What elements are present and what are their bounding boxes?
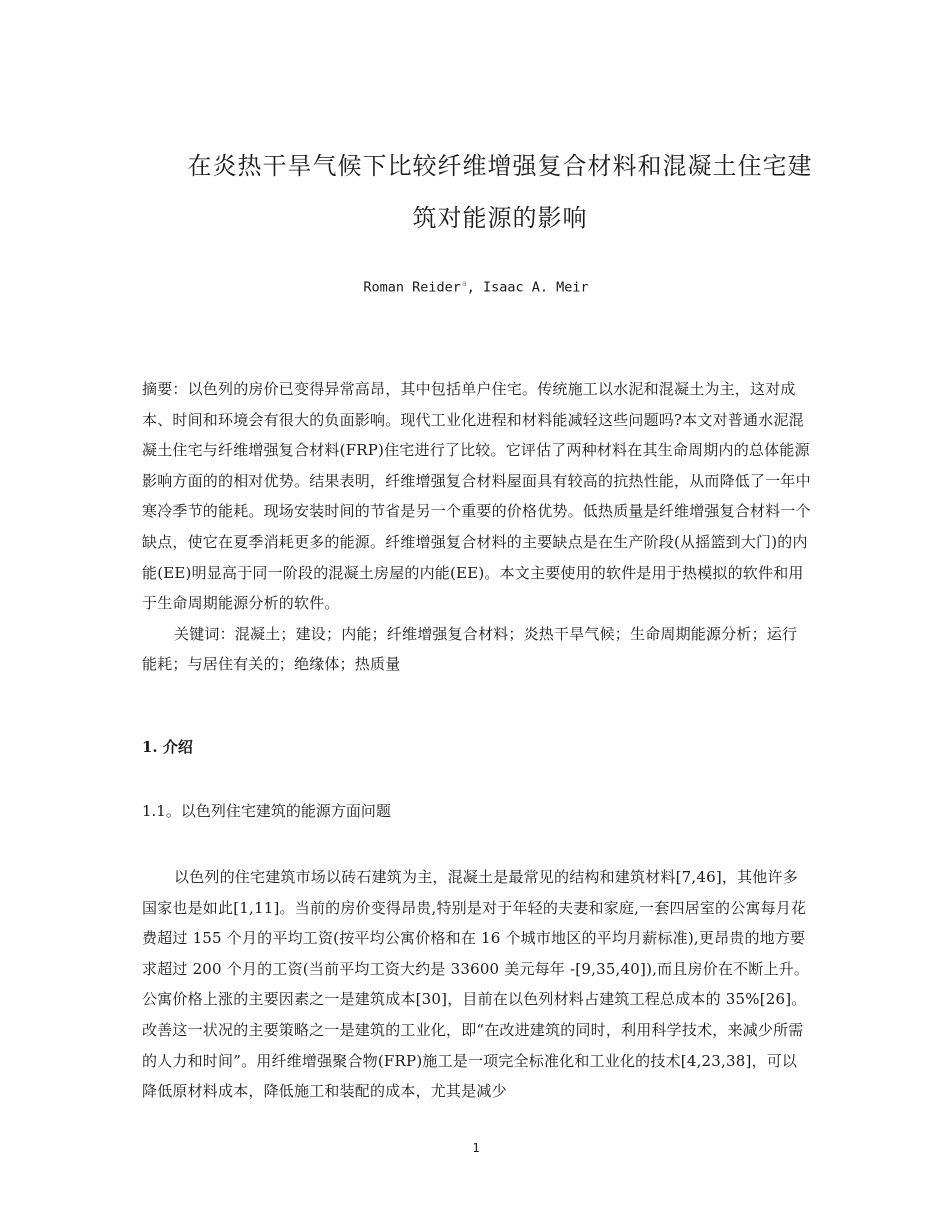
author-separator: , xyxy=(466,279,483,296)
author-name: Isaac A. Meir xyxy=(482,279,589,296)
abstract-text: 摘要：以色列的房价已变得异常高昂，其中包括单户住宅。传统施工以水泥和混凝土为主，这对成本、时间和环境会有很大的负面影响。现代工业化进程和材料能减轻这些问题吗?本文对普通水泥混凝土住宅与纤维增强复合材料(FRP)住宅进行了比较。它评估了两种材料在其生命周期内的总体能源影响方面的的相对优势。结果表明，纤维增强复合材料屋面具有较高的抗热性能，从而降低了一年中寒冷季节的能耗。现场安装时间的节省是另一个重要的价格优势。低热质量是纤维增强复合材料一个缺点，使它在夏季消耗更多的能源。纤维增强复合材料的主要缺点是在生产阶段(从摇篮到大门)的内能(EE)明显高于同一阶段的混凝土房屋的内能(EE)。本文主要使用的软件是用于热模拟的软件和用于生命周期能源分析的软件。 xyxy=(142,380,811,613)
author-name: Roman Reider xyxy=(363,279,461,296)
body-paragraph: 以色列的住宅建筑市场以砖石建筑为主，混凝土是最常见的结构和建筑材料[7,46]，其他许多国家也是如此[1,11]。当前的房价变得昂贵,特别是对于年轻的夫妻和家庭,一套四居室的公寓每月花费超过 155 个月的平均工资(按平均公寓价格和在 16 个城市地区的平均月薪标准),更昂贵的地方要求超过 200 个月的工资(当前平均工资大约是 33600 美元每年 -[9,35,40]),而且房价在不断上升。公寓价格上涨的主要因素之一是建筑成本[30]，目前在以色列材料占建筑工程总成本的 35%[26]。改善这一状况的主要策略之一是建筑的工业化，即“在改进建筑的同时，利用科学技术，来减少所需的人力和时间”。用纤维增强聚合物(FRP)施工是一项完全标准化和工业化的技术[4,23,38]，可以降低原材料成本，降低施工和装配的成本，尤其是减少 xyxy=(142,868,810,1101)
subsection-heading: 1.1。以色列住宅建筑的能源方面问题 xyxy=(142,802,391,820)
keywords-text: 关键词：混凝土；建设；内能；纤维增强复合材料；炎热干旱气候；生命周期能源分析；运行能耗；与居住有关的；绝缘体；热质量 xyxy=(142,624,798,674)
abstract-section xyxy=(142,374,812,680)
section-heading: 1. 介绍 xyxy=(142,738,193,756)
page-number: 1 xyxy=(472,1141,480,1155)
title-line-2: 筑对能源的影响 xyxy=(412,204,588,232)
author-list xyxy=(0,274,952,298)
title-line-1: 在炎热干旱气候下比较纤维增强复合材料和混凝土住宅建 xyxy=(187,152,813,180)
affiliation-mark: a xyxy=(461,279,467,288)
introduction-section xyxy=(142,862,812,1107)
paper-title xyxy=(150,140,850,244)
